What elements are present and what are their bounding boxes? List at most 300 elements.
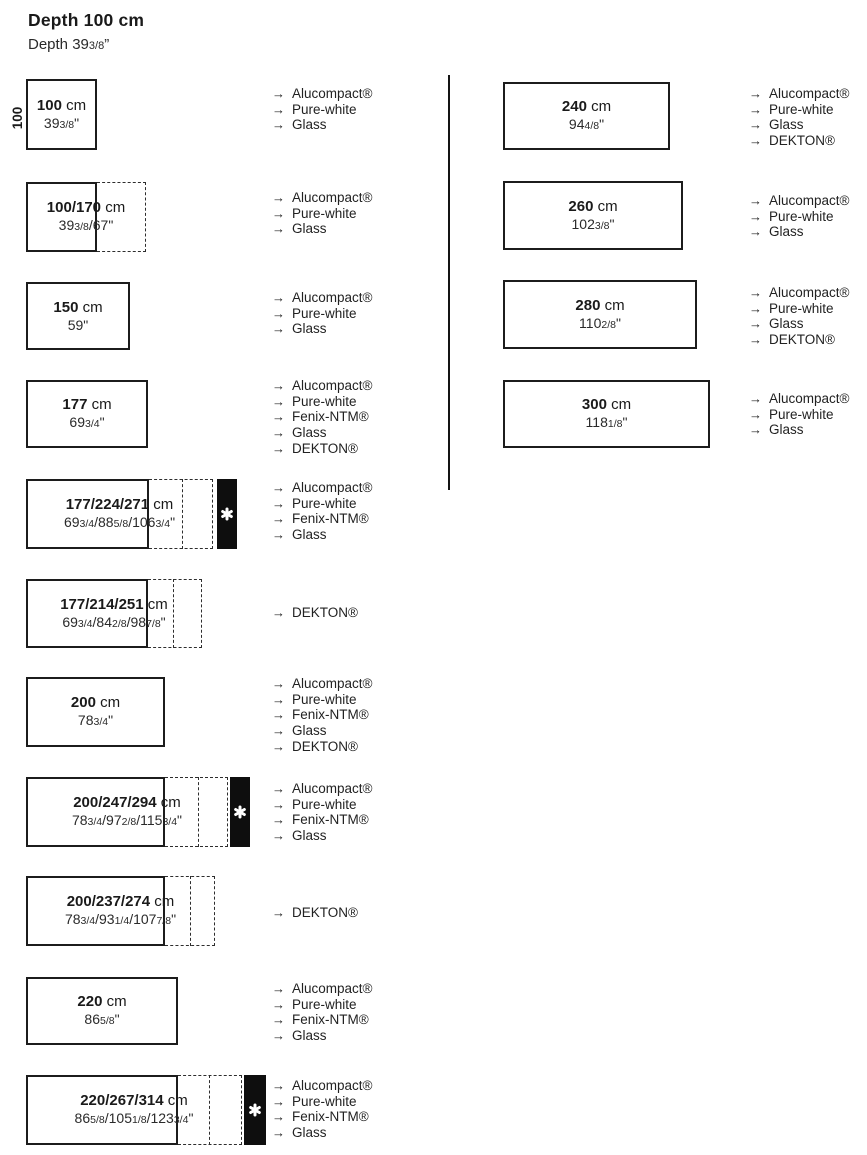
materials-list <box>749 86 849 149</box>
column-divider <box>448 75 450 490</box>
arrow-icon: → <box>272 1109 285 1125</box>
material-name: Pure-white <box>769 406 834 422</box>
inch-text: 69 <box>69 414 85 430</box>
inch-text: 86 <box>74 1110 91 1126</box>
size-label-inches <box>59 217 114 236</box>
size-label-inches <box>65 911 176 930</box>
arrow-icon: → <box>749 316 762 332</box>
material-item <box>272 511 372 527</box>
material-item <box>272 527 372 543</box>
arrow-icon: → <box>749 422 762 438</box>
materials-list <box>272 605 358 621</box>
size-value: 240 <box>561 98 587 115</box>
materials-list <box>272 905 358 921</box>
material-item <box>272 1028 372 1044</box>
size-label-cm <box>37 96 86 115</box>
inch-text: " <box>74 114 80 131</box>
materials-list <box>749 391 849 438</box>
material-name: Alucompact® <box>292 981 373 996</box>
material-item <box>749 86 849 102</box>
inch-text: " <box>160 613 166 630</box>
material-item <box>272 409 372 425</box>
arrow-icon: → <box>272 828 285 844</box>
inch-text: /115 <box>136 812 163 828</box>
size-label-cm <box>66 495 174 514</box>
arrow-icon: → <box>272 86 285 101</box>
size-value: 220 <box>77 993 103 1010</box>
material-name: Fenix-NTM® <box>292 812 369 828</box>
arrow-icon: → <box>272 996 285 1012</box>
arrow-icon: → <box>749 133 762 149</box>
inch-fraction: 5/8 <box>99 1015 115 1027</box>
arrow-icon: → <box>272 440 285 456</box>
arrow-icon: → <box>272 393 285 409</box>
size-value: 300 <box>581 396 607 413</box>
size-unit: cm <box>586 98 612 115</box>
material-name: Alucompact® <box>769 86 850 101</box>
size-label-inches <box>84 1011 119 1030</box>
material-item <box>749 391 849 407</box>
size-value: 200/237/274 <box>66 893 151 910</box>
material-item <box>272 605 358 621</box>
material-name: Pure-white <box>292 495 357 511</box>
material-name: Glass <box>292 321 327 337</box>
arrow-icon: → <box>272 409 285 425</box>
inch-fraction: 3/4 <box>155 518 171 530</box>
size-value: 280 <box>575 296 601 314</box>
material-name: Alucompact® <box>292 290 373 305</box>
page-subtitle <box>28 36 109 53</box>
inch-text: /123 <box>146 1110 174 1126</box>
materials-list <box>272 676 372 755</box>
material-name: Glass <box>292 1028 327 1044</box>
inch-text: 39 <box>43 114 60 131</box>
arrow-icon: → <box>749 101 762 117</box>
material-item <box>272 496 372 512</box>
material-name: Pure-white <box>769 208 834 224</box>
size-label <box>503 280 697 349</box>
material-name: Fenix-NTM® <box>292 1109 369 1125</box>
material-name: Glass <box>292 723 327 739</box>
size-label-inches <box>68 317 89 334</box>
inch-text: /107 <box>129 911 157 927</box>
material-item <box>272 306 372 322</box>
size-label-cm <box>80 1091 188 1110</box>
inch-text: " <box>599 116 605 132</box>
material-item <box>749 301 849 317</box>
material-item <box>749 102 849 118</box>
inch-fraction: 3/4 <box>79 518 95 530</box>
size-unit: cm <box>163 1092 188 1109</box>
material-item <box>272 378 372 394</box>
size-label-cm <box>47 198 125 217</box>
material-item <box>272 812 372 828</box>
material-item <box>272 1109 372 1125</box>
material-name: Glass <box>292 221 327 237</box>
inch-text: 39 <box>58 217 75 233</box>
inch-text: 78 <box>77 712 94 728</box>
material-item <box>749 117 849 133</box>
arrow-icon: → <box>272 221 285 237</box>
extension-marker <box>217 479 237 549</box>
arrow-icon: → <box>272 738 285 754</box>
inch-text: /67 <box>88 217 109 233</box>
size-label-inches <box>69 414 104 433</box>
arrow-icon: → <box>749 332 762 348</box>
material-item <box>272 1012 372 1028</box>
size-unit: cm <box>150 893 175 910</box>
size-unit: cm <box>78 299 103 316</box>
materials-list <box>272 480 372 543</box>
size-value: 100 <box>36 96 62 114</box>
inch-fraction: 2/8 <box>601 318 616 331</box>
material-item <box>749 316 849 332</box>
material-item <box>749 407 849 423</box>
material-name: Alucompact® <box>292 86 373 101</box>
page-title: Depth 100 cm <box>28 10 145 30</box>
inch-text: 69 <box>63 514 80 530</box>
inch-text: 110 <box>579 314 602 331</box>
material-item <box>272 828 372 844</box>
material-name: Alucompact® <box>769 193 850 208</box>
inch-fraction: 3/4 <box>93 716 109 728</box>
material-name: Glass <box>769 224 804 240</box>
material-item <box>272 117 372 133</box>
inch-text: " <box>83 317 89 333</box>
arrow-icon: → <box>272 1012 285 1028</box>
size-unit: cm <box>102 993 127 1010</box>
size-unit: cm <box>156 794 181 811</box>
material-name: Alucompact® <box>292 190 373 205</box>
material-name: Fenix-NTM® <box>292 707 369 723</box>
material-name: Pure-white <box>769 101 834 117</box>
material-item <box>272 221 372 237</box>
inch-text: /98 <box>126 613 147 630</box>
inch-text: " <box>171 911 177 927</box>
material-item <box>272 997 372 1013</box>
size-label <box>26 677 165 747</box>
arrow-icon: → <box>272 117 285 133</box>
materials-list <box>272 86 372 133</box>
material-name: Alucompact® <box>292 781 373 796</box>
inch-fraction: 2/8 <box>111 617 127 630</box>
material-name: Alucompact® <box>769 391 850 406</box>
inch-fraction: 7/8 <box>156 915 172 927</box>
size-value: 200/247/294 <box>73 794 157 811</box>
materials-list <box>749 193 849 240</box>
inch-fraction: 7/8 <box>146 617 161 630</box>
material-item <box>272 797 372 813</box>
inch-text: 78 <box>64 911 81 927</box>
material-item <box>272 206 372 222</box>
material-item <box>749 285 849 301</box>
inch-text: 118 <box>585 414 608 430</box>
size-label-cm <box>60 595 168 614</box>
material-name: DEKTON® <box>769 332 835 348</box>
size-label-cm <box>71 693 120 712</box>
material-item <box>272 905 358 921</box>
size-label <box>26 1075 242 1145</box>
arrow-icon: → <box>749 406 762 422</box>
size-label <box>503 380 710 448</box>
material-item <box>272 102 372 118</box>
arrow-icon: → <box>749 208 762 224</box>
size-label <box>503 82 670 150</box>
material-name: DEKTON® <box>292 905 358 920</box>
material-name: Fenix-NTM® <box>292 409 369 425</box>
material-item <box>272 86 372 102</box>
arrow-icon: → <box>749 117 762 133</box>
material-name: Glass <box>292 527 327 543</box>
inch-text: " <box>170 514 176 530</box>
inch-text: /106 <box>128 514 156 530</box>
size-label-cm <box>62 395 111 414</box>
size-label-inches <box>78 712 113 731</box>
inch-fraction: 1/8 <box>131 1114 147 1126</box>
arrow-icon: → <box>272 812 285 828</box>
materials-list <box>272 378 372 457</box>
arrow-icon: → <box>272 495 285 511</box>
inch-fraction: 4/8 <box>584 120 600 132</box>
size-label <box>26 282 130 350</box>
inch-fraction: 1/8 <box>607 418 623 430</box>
material-item <box>272 1125 372 1141</box>
material-item <box>749 133 849 149</box>
size-label-cm <box>575 296 624 315</box>
size-label <box>26 876 215 946</box>
size-label <box>26 182 146 252</box>
subtitle-text: Depth 39 <box>28 36 89 53</box>
inch-fraction: 3/4 <box>77 617 93 630</box>
inch-text: 69 <box>62 613 78 630</box>
material-item <box>272 441 372 457</box>
size-unit: cm <box>143 595 168 613</box>
materials-list <box>272 981 372 1044</box>
size-label-inches <box>72 812 182 831</box>
size-label-cm <box>67 892 175 911</box>
material-name: Fenix-NTM® <box>292 511 369 527</box>
inch-text: 94 <box>568 116 585 132</box>
size-value: 260 <box>568 197 594 215</box>
size-label <box>26 579 202 648</box>
material-name: DEKTON® <box>769 133 835 149</box>
material-name: Alucompact® <box>292 480 373 495</box>
material-name: Glass <box>292 117 327 133</box>
arrow-icon: → <box>272 205 285 221</box>
material-name: Alucompact® <box>292 1078 373 1093</box>
inch-fraction: 3/4 <box>80 915 96 927</box>
material-item <box>272 676 372 692</box>
size-label-cm <box>582 395 631 414</box>
arrow-icon: → <box>272 511 285 527</box>
inch-fraction: 3/4 <box>173 1114 189 1126</box>
inch-fraction: 3/4 <box>162 816 178 828</box>
inch-text: " <box>622 414 628 430</box>
material-name: Pure-white <box>292 305 357 321</box>
material-name: Alucompact® <box>769 285 850 300</box>
arrow-icon: → <box>272 290 285 305</box>
arrow-icon: → <box>272 1078 285 1093</box>
materials-list <box>272 290 372 337</box>
arrow-icon: → <box>272 796 285 812</box>
material-name: Pure-white <box>292 996 357 1012</box>
materials-list <box>272 190 372 237</box>
material-item <box>272 1078 372 1094</box>
material-name: Pure-white <box>292 691 357 707</box>
size-label-inches <box>64 514 175 533</box>
inch-fraction: 3/4 <box>84 418 100 430</box>
inch-text: " <box>108 712 114 728</box>
arrow-icon: → <box>749 300 762 316</box>
material-item <box>749 332 849 348</box>
material-name: DEKTON® <box>292 738 358 754</box>
material-name: Alucompact® <box>292 676 373 691</box>
material-item <box>749 422 849 438</box>
inch-text: " <box>188 1110 194 1126</box>
material-name: Pure-white <box>292 1093 357 1109</box>
inch-text: " <box>99 414 105 430</box>
material-item <box>272 707 372 723</box>
inch-text: 86 <box>84 1011 100 1027</box>
arrow-icon: → <box>272 321 285 337</box>
size-label-inches <box>572 216 615 235</box>
arrow-icon: → <box>272 190 285 205</box>
material-name: Pure-white <box>292 393 357 409</box>
arrow-icon: → <box>749 391 762 406</box>
size-value: 177 <box>62 396 88 413</box>
size-label-inches <box>44 115 79 134</box>
inch-text: 59 <box>67 317 84 333</box>
material-item <box>272 692 372 708</box>
size-unit: cm <box>95 694 121 711</box>
material-name: Fenix-NTM® <box>292 1012 369 1028</box>
material-name: Glass <box>769 422 804 438</box>
size-label-cm <box>73 793 181 812</box>
size-label-cm <box>562 97 611 116</box>
inch-text: " <box>114 1011 120 1027</box>
material-item <box>272 321 372 337</box>
material-name: DEKTON® <box>292 605 358 620</box>
inch-text: /105 <box>104 1110 132 1126</box>
inch-fraction: 2/8 <box>121 816 137 828</box>
arrow-icon: → <box>272 1125 285 1141</box>
material-item <box>272 781 372 797</box>
inch-text: 78 <box>71 812 88 828</box>
depth-axis-label: 100 <box>9 106 25 130</box>
material-name: Pure-white <box>769 300 834 316</box>
size-label-inches <box>62 614 165 633</box>
inch-text: /88 <box>94 514 114 530</box>
extension-marker <box>244 1075 266 1145</box>
materials-list <box>749 285 849 348</box>
inch-text: " <box>609 215 615 232</box>
arrow-icon: → <box>272 905 285 920</box>
material-item <box>272 723 372 739</box>
material-name: Glass <box>292 1125 327 1141</box>
arrow-icon: → <box>272 305 285 321</box>
arrow-icon: → <box>272 707 285 723</box>
arrow-icon: → <box>272 781 285 796</box>
size-label <box>26 380 148 448</box>
size-value: 150 <box>53 299 79 316</box>
material-item <box>272 425 372 441</box>
size-value: 100/170 <box>46 199 102 216</box>
material-name: Glass <box>769 316 804 332</box>
material-name: Pure-white <box>292 205 357 221</box>
material-name: Pure-white <box>292 101 357 117</box>
arrow-icon: → <box>749 285 762 300</box>
size-unit: cm <box>101 199 126 216</box>
inch-fraction: 3/8 <box>594 219 610 232</box>
arrow-icon: → <box>272 605 285 620</box>
material-item <box>749 224 849 240</box>
arrow-icon: → <box>272 691 285 707</box>
size-value: 200 <box>70 694 96 711</box>
material-name: Glass <box>292 425 327 441</box>
size-label <box>26 479 213 549</box>
arrow-icon: → <box>749 193 762 208</box>
inch-fraction: 3/4 <box>87 816 103 828</box>
size-label-inches <box>579 315 621 334</box>
size-label <box>26 977 178 1045</box>
size-unit: cm <box>593 197 618 215</box>
inch-text: /93 <box>95 911 115 927</box>
material-item <box>272 290 372 306</box>
inch-fraction: 5/8 <box>90 1114 105 1126</box>
material-name: Pure-white <box>292 796 357 812</box>
size-label-inches <box>75 1110 194 1129</box>
size-unit: cm <box>149 496 174 513</box>
inch-text: " <box>615 314 621 331</box>
arrow-icon: → <box>272 1028 285 1044</box>
materials-list <box>272 781 372 844</box>
size-label <box>26 79 97 150</box>
size-unit: cm <box>600 296 625 314</box>
size-label-inches <box>586 414 628 433</box>
inch-fraction: 3/8 <box>74 221 89 233</box>
size-label-cm <box>568 197 617 216</box>
material-item <box>749 193 849 209</box>
arrow-icon: → <box>272 425 285 441</box>
arrow-icon: → <box>272 527 285 543</box>
material-name: Glass <box>292 828 327 844</box>
arrow-icon: → <box>272 378 285 393</box>
material-item <box>272 739 372 755</box>
arrow-icon: → <box>272 101 285 117</box>
arrow-icon: → <box>749 224 762 240</box>
arrow-icon: → <box>272 1093 285 1109</box>
material-item <box>272 190 372 206</box>
arrow-icon: → <box>749 86 762 101</box>
inch-text: 102 <box>571 215 595 232</box>
size-value: 177/214/251 <box>60 595 144 613</box>
material-name: DEKTON® <box>292 440 358 456</box>
arrow-icon: → <box>272 676 285 691</box>
inch-text: /84 <box>92 613 112 630</box>
size-value: 220/267/314 <box>80 1092 164 1109</box>
inch-fraction: 3/8 <box>59 118 75 131</box>
material-item <box>749 209 849 225</box>
material-item <box>272 1094 372 1110</box>
material-name: Glass <box>769 117 804 133</box>
arrow-icon: → <box>272 480 285 495</box>
material-item <box>272 981 372 997</box>
material-item <box>272 480 372 496</box>
material-name: Alucompact® <box>292 378 373 393</box>
subtitle-fraction: 3/8 <box>88 40 105 52</box>
size-label-cm <box>77 992 126 1011</box>
size-label <box>26 777 228 847</box>
